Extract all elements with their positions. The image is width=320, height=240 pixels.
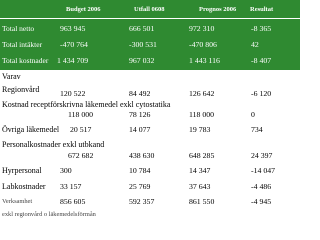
col-header-prognos: Prognos 2006: [199, 6, 237, 13]
cell-value: 126 642: [189, 89, 215, 98]
cell-value: 42: [251, 40, 259, 49]
cell-value: 592 357: [129, 197, 155, 206]
cell-value: 24 397: [251, 151, 273, 160]
row-label-personal: Personalkostnader exkl utbkand: [2, 140, 105, 149]
cell-value: -470 806: [189, 40, 217, 49]
row-label-total-kostnader: Total kostnader: [2, 56, 49, 65]
row-label-regionvard: Regionvård: [2, 85, 40, 94]
cell-value: 78 126: [129, 110, 151, 119]
cell-value: -8 365: [251, 24, 272, 33]
cell-value: 666 501: [129, 24, 155, 33]
cell-value: 84 492: [129, 89, 151, 98]
cell-value: 734: [251, 125, 263, 134]
cell-value: 118 000: [189, 110, 215, 119]
col-header-budget: Budget 2006: [66, 6, 101, 13]
cell-value: 1 434 709: [57, 56, 89, 65]
col-header-resultat: Resultat: [250, 6, 274, 13]
cell-value: 118 000: [68, 110, 94, 119]
cell-value: -4 486: [251, 182, 272, 191]
cell-value: 25 769: [129, 182, 151, 191]
cell-value: 0: [251, 110, 255, 119]
cell-value: 20 517: [70, 125, 92, 134]
cell-value: 14 347: [189, 166, 211, 175]
row-label-total-netto: Total netto: [2, 24, 35, 33]
row-label-labkostnader: Labkostnader: [2, 182, 46, 191]
cell-value: -6 120: [251, 89, 272, 98]
footnote: exkl regionvård o läkemedelsförmån: [2, 211, 96, 218]
cell-value: -300 531: [129, 40, 157, 49]
cell-value: 972 310: [189, 24, 215, 33]
cell-value: -8 407: [251, 56, 272, 65]
cell-value: -4 945: [251, 197, 272, 206]
cell-value: 14 077: [129, 125, 151, 134]
row-label-kostnad-recept: Kostnad receptförskrivna läkemedel exkl cytostatika: [2, 100, 171, 109]
cell-value: -470 764: [60, 40, 88, 49]
cell-value: 120 522: [60, 89, 86, 98]
row-label-verksamhet: Verksamhet: [2, 198, 33, 205]
cell-value: 856 605: [60, 197, 86, 206]
cell-value: 37 643: [189, 182, 211, 191]
cell-value: 33 157: [60, 182, 82, 191]
cell-value: 963 945: [60, 24, 86, 33]
cell-value: -14 047: [251, 166, 276, 175]
cell-value: 672 682: [68, 151, 94, 160]
row-label-hyrpersonal: Hyrpersonal: [2, 166, 42, 175]
varav-heading: Varav: [2, 72, 21, 81]
cell-value: 648 285: [189, 151, 215, 160]
cell-value: 1 443 116: [189, 56, 220, 65]
cell-value: 438 630: [129, 151, 155, 160]
cell-value: 967 032: [129, 56, 155, 65]
cell-value: 10 784: [129, 166, 151, 175]
cell-value: 861 550: [189, 197, 215, 206]
cell-value: 300: [60, 166, 72, 175]
row-label-ovriga: Övriga läkemedel: [2, 125, 60, 134]
cell-value: 19 783: [189, 125, 211, 134]
row-label-total-intakter: Total intäkter: [2, 40, 43, 49]
col-header-utfall: Utfall 0608: [134, 6, 165, 13]
